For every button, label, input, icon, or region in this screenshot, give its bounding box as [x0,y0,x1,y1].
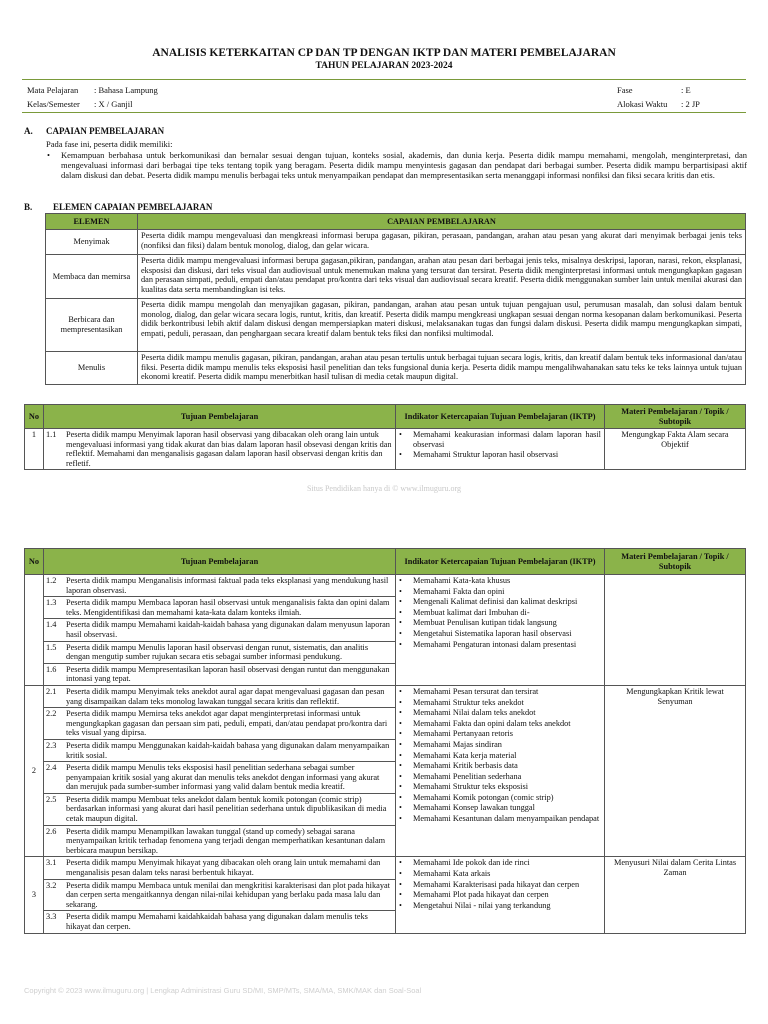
list-item: • Memahami Majas sindiran [399,739,502,749]
tp-header: Tujuan Pembelajaran [44,549,396,575]
materi-cell: Menyusuri Nilai dalam Cerita Lintas Zaman [605,857,746,933]
tp-header: Tujuan Pembelajaran [44,405,396,429]
table-row [46,230,746,255]
bullet-icon: • [399,430,402,439]
table-row [46,299,746,352]
list-item: • Memahami Pengaturan intonasi dalam presentasi [399,639,577,649]
iktp-cell [396,857,605,933]
elemen-cell: Menulis [46,352,138,385]
row-number: 2 [25,685,44,857]
elemen-header: ELEMEN [46,214,138,230]
no-header: No [25,405,44,429]
tp-table-2 [24,548,746,934]
list-item: • Memahami Kata-kata khusus [399,576,511,585]
materi-cell [605,575,746,686]
section-a-intro: Pada fase ini, peserta didik memiliki: [46,139,173,149]
tp-cell [44,429,396,470]
fase-value: : E [681,85,691,95]
tp-text: Peserta didik mampu Memahami kaidahkaidah bahasa yang digunakan dalam menulis teks hikayat dan cerpen. [66,912,368,931]
tp-cell: 1.2 Peserta didik mampu Menganalisis informasi faktual pada teks eksplanasi yang mendukung hasil laporan observasi. 1.3 Peserta didik mampu Membaca laporan hasil observasi untuk menganalisis fakta dan opini dalam teks. Mengidentifikasi dan memahami kata-kata dalam konteks ilmiah. 1.4 Peserta didik mampu Memahami kaidah-kaidah bahasa yang digunakan dalam menyusun laporan hasil observasi. 1.5 Peserta didik mampu Menulis laporan hasil observasi dengan runut, sistematis, dan analitis dengan mengutip sumber rujukan secara etis sebagai sumber informasi pendukung. 1.6 Peserta didik mampu Mempresentasikan laporan hasil observasi dengan runtut dan menggunakan intonasi yang tepat. [44,575,396,686]
cp-cell: Peserta didik mampu mengevaluasi informasi berupa gagasan,pikiran, pandangan, arahan atau pesan dari berbagai jenis teks, misalnya deskripsi, laporan, narasi, rekon, eksplanasi, eksposisi dan diskusi, dari teks visual dan audiovisual untuk menemukan makna yang tersurat dan tersirat. Peserta didik menginterpretasi informasi untuk mengungkapkan gagasan dan perasaan simpati, peduli, empati dan/atau pendapat pro/kontra dari teks visual dan audiovisual secara kreatif. Peserta didik menggunakan sumber lain untuk menilai akurasi dan kualitas data serta membandingkan isi teks. [138,255,746,299]
tp-text: Peserta didik mampu Membaca laporan hasil observasi untuk menganalisis fakta dan opini dalam teks. Mengidentifikasi dan memahami kata-kata dalam konteks ilmiah. [66,598,390,617]
document-title: ANALISIS KETERKAITAN CP DAN TP DENGAN IKTP DAN MATERI PEMBELAJARAN [152,47,616,59]
mapel-label: Mata Pelajaran [27,85,79,95]
row-number [25,575,44,686]
table-row [25,685,746,857]
mapel-value: : Bahasa Lampung [94,85,158,95]
list-item: • Memahami Penelitian sederhana [399,771,522,781]
kelas-value: : X / Ganjil [94,99,133,109]
iktp-header: Indikator Ketercapaian Tujuan Pembelajaran (IKTP) [396,405,605,429]
tp-number: 1.1 [46,430,57,439]
materi-cell: Mengungkapkan Kritik lewat Senyuman [605,685,746,857]
document-subtitle: TAHUN PELAJARAN 2023-2024 [315,61,453,71]
list-item: • Memahami Kritik berbasis data [399,761,518,771]
list-item: • Memahami Fakta dan opini [399,586,505,596]
tp-text: Peserta didik mampu Menggunakan kaidah-kaidah bahasa yang digunakan dalam menyampaikan kritik sosial. [66,740,390,760]
divider-bottom [22,112,746,113]
tp-text: Peserta didik mampu Menyimak laporan hasil observasi yang dibacakan oleh orang lain untuk mengevaluasi informasi yang tidak akurat dan bias dalam laporan hasil obsevasi dengan kritis dan reflektif. Memahami dan menganalisis gagasan dalam laporan hasil observasi dengan kritis dan refletif. [66,430,392,468]
materi-header: Materi Pembelajaran / Topik / Subtopik [605,405,746,429]
tp-text: Peserta didik mampu Menyimak hikayat yang dibacakan oleh orang lain untuk memahami dan menganalisis pesan dalam teks narasi berbentuk hikayat. [66,858,381,878]
footer-text: Copyright © 2023 www.ilmuguru.org | Lengkap Administrasi Guru SD/MI, SMP/MTs, SMA/MA, SMK/MAK dan Soal-Soal [24,986,422,995]
materi-header: Materi Pembelajaran / Topik / Subtopik [605,549,746,575]
list-item: • Memahami Ide pokok dan ide rinci [399,858,530,868]
elemen-cell: Membaca dan memirsa [46,255,138,299]
list-item: • Memahami Pertanyaan retoris [399,729,513,739]
watermark: Situs Pendidikan hanya di © www.ilmuguru.org [306,484,462,493]
tp-text: Peserta didik mampu Menganalisis informasi faktual pada teks eksplanasi yang mendukung hasil laporan observasi. [66,576,389,595]
kelas-label: Kelas/Semester [27,99,80,109]
list-item: • Mengetahui Nilai - nilai yang terkandung [399,900,551,910]
list-item: • Mengenali Kalimat definisi dan kalimat deskripsi [399,597,578,607]
list-item: • Memahami keakurasian informasi dalam laporan hasil observasi [399,430,601,449]
bullet-icon: • [47,150,50,160]
materi-cell: Mengungkap Fakta Alam secara Objektif [605,429,746,470]
no-header: No [25,549,44,575]
table-row [46,352,746,385]
tp-text: Peserta didik mampu Mempresentasikan laporan hasil observasi dengan runtut dan menggunakan intonasi yang tepat. [66,664,390,684]
elemen-cell: Menyimak [46,230,138,255]
list-item: • Memahami Kesantunan dalam menyampaikan pendapat [399,814,600,824]
row-number: 3 [25,857,44,933]
elemen-cell: Berbicara dan mempresentasikan [46,299,138,352]
list-item: • Memahami Konsep lawakan tunggal [399,803,535,813]
tp-text: Peserta didik mampu Menyimak teks anekdot aural agar dapat mengevaluasi gagasan dan pesan yang disampaikan dalam teks monolog lawakan tunggal secara kritis dan reflektif. [66,686,385,706]
table-row [25,857,746,933]
list-item: • Memahami Kata arkais [399,869,491,879]
iktp-cell [396,685,605,857]
divider-top [22,79,746,80]
table-row [46,255,746,299]
list-item: • Memahami Plot pada hikayat dan cerpen [399,890,549,900]
list-item: • Memahami Karakterisasi pada hikayat dan cerpen [399,879,580,889]
cp-cell: Peserta didik mampu menulis gagasan, pikiran, pandangan, arahan atau pesan tertulis untuk berbagai tujuan secara logis, kritis, dan kreatif dalam bentuk teks informasional dan/atau fiksi. Peserta didik mampu menulis teks eksposisi hasil penelitian dan teks fungsional dunia kerja. Peserta didik mampu mengalihwahanakan satu teks ke teks lainnya untuk tujuan ekonomi kreatif. Peserta didik mampu menerbitkan hasil tulisan di media cetak maupun digital. [138,352,746,385]
alokasi-label: Alokasi Waktu [617,99,668,109]
iktp-header: Indikator Ketercapaian Tujuan Pembelajaran (IKTP) [396,549,605,575]
tp-item [44,429,395,469]
iktp-cell [396,575,605,686]
list-item: • Membuat Penulisan kutipan tidak langsung [399,618,557,628]
list-item: • Memahami Nilai dalam teks anekdot [399,708,536,718]
list-item: • Memahami Struktur laporan hasil observasi [399,450,559,460]
section-a-bullet-text: Kemampuan berbahasa untuk berkomunikasi dan bernalar sesuai dengan tujuan, konteks sosial, akademis, dan dunia kerja. Peserta didik mampu memahami, mengolah, menginterpretasi, dan mengevaluasi informasi dari berbagai tipe teks tentang topik yang beragam. Peserta didik mampu menyintesis gagasan dan pendapat dari berbagai sumber. Peserta didik mampu berpartisipasi aktif dalam diskusi dan debat. Peserta didik mampu menulis berbagai teks untuk menyampaikan pendapat dan mempresentasikan serta menanggapi informasi nonfiksi dan fiksi secara kritis dan etis. [61,150,747,180]
section-a-bullet [47,150,747,180]
bullet-icon: • [399,450,402,460]
section-a-title: CAPAIAN PEMBELAJARAN [46,126,165,136]
table-row [25,429,746,470]
list-item: • Memahami Pesan tersurat dan tersirat [399,686,539,696]
section-b-number: B. [24,202,33,212]
row-number: 1 [25,429,44,470]
alokasi-value: : 2 JP [681,99,700,109]
list-item: • Memahami Fakta dan opini dalam teks anekdot [399,718,571,728]
table-row [25,575,746,686]
tp-text: Peserta didik mampu Membaca untuk menilai dan mengkritisi karakterisasi dan plot pada hikayat dan cerpen serta mengaitkannya dengan nilai-nilai kehidupan yang berlaku pada masa lalu dan sekarang. [66,880,390,909]
list-item: • Memahami Struktur teks anekdot [399,697,524,707]
section-a-number: A. [24,126,33,136]
tp-text: Peserta didik mampu Memahami kaidah-kaidah bahasa yang digunakan dalam menyusun laporan hasil observasi. [66,620,390,639]
list-item: • Memahami Kata kerja material [399,750,517,760]
fase-label: Fase [617,85,633,95]
tp-text: Peserta didik mampu Menulis laporan hasil observasi dengan runut, sistematis, dan analitis dengan mengutip sumber rujukan secara etis sebagai sumber informasi pendukung. [66,642,369,662]
section-b-title: ELEMEN CAPAIAN PEMBELAJARAN [53,202,213,212]
elemen-cp-table [45,213,746,385]
list-item: • Mengetahui Sistematika laporan hasil observasi [399,628,572,638]
tp-table-1 [24,404,746,470]
cp-cell: Peserta didik mampu mengevaluasi dan mengkreasi informasi berupa gagasan, pikiran, perasaan, pandangan, arahan atau pesan yang akurat dari menyimak berbagai jenis teks (nonfiksi dan fiksi) dalam bentuk monolog, dialog, dan gelar wicara. [138,230,746,255]
tp-text: Peserta didik mampu Memirsa teks anekdot agar dapat menginterpretasi informasi untuk mengungkapkan gagasan dan persaan sim pati, peduli, empati, dan/atau pendapat pro/kontra dari teks visual yang dipirsa. [66,709,388,738]
list-item: • Memahami Komik potongan (comic strip) [399,792,554,802]
list-item: • Memahami Struktur teks eksposisi [399,782,528,792]
tp-cell: 2.1 Peserta didik mampu Menyimak teks anekdot aural agar dapat mengevaluasi gagasan dan pesan yang disampaikan dalam teks monolog lawakan tunggal secara kritis dan reflektif. 2.2 Peserta didik mampu Memirsa teks anekdot agar dapat menginterpretasi informasi untuk mengungkapkan gagasan dan persaan sim pati, peduli, empati, dan/atau pendapat pro/kontra dari teks visual yang dipirsa. 2.3 Peserta didik mampu Menggunakan kaidah-kaidah bahasa yang digunakan dalam menyampaikan kritik sosial. 2.4 Peserta didik mampu Menulis teks eksposisi hasil penelitian sederhana sebagai sumber penyampaian kritik sosial yang akurat dan menulis teks anekdot dengan informasi yang akurat dan merujuk pada sumber-sumber informasi yang valid dalam bentuk media kreatif. 2.5 Peserta didik mampu Membuat teks anekdot dalam bentuk komik potongan (comic strip) berdasarkan informasi yang akurat dari hasil penelitian sederhana untuk dipublikasikan di media cetak maupun digital. 2.6 Peserta didik mampu Menampilkan lawakan tunggal (stand up comedy) sebagai sarana menyampaikan kritik terhadap fenomena yang terjadi dengan memperhatikan kesantunan dalam berbicara maupun bersikap. [44,685,396,857]
iktp-cell [396,429,605,470]
tp-text: Peserta didik mampu Menulis teks eksposisi hasil penelitian sederhana sebagai sumber penyampaian kritik sosial yang akurat dan menulis teks anekdot dengan informasi yang akurat dan merujuk pada sumber-sumber informasi yang valid dalam bentuk media kreatif. [66,763,380,792]
tp-text: Peserta didik mampu Menampilkan lawakan tunggal (stand up comedy) sebagai sarana menyampaikan kritik terhadap fenomena yang terjadi dengan memperhatikan kesantunan dalam berbicara maupun bersikap. [66,826,386,855]
list-item: • Membuat kalimat dari Imbuhan di- [399,607,530,617]
tp-cell: 3.1 Peserta didik mampu Menyimak hikayat yang dibacakan oleh orang lain untuk memahami dan menganalisis pesan dalam teks narasi berbentuk hikayat. 3.2 Peserta didik mampu Membaca untuk menilai dan mengkritisi karakterisasi dan plot pada hikayat dan cerpen serta mengaitkannya dengan nilai-nilai kehidupan yang berlaku pada masa lalu dan sekarang. 3.3 Peserta didik mampu Memahami kaidahkaidah bahasa yang digunakan dalam menulis teks hikayat dan cerpen. [44,857,396,933]
cp-header: CAPAIAN PEMBELAJARAN [138,214,746,230]
cp-cell: Peserta didik mampu mengolah dan menyajikan gagasan, pikiran, pandangan, arahan atau pesan untuk tujuan pengajuan usul, perumusan masalah, dan solusi dalam bentuk monolog, dialog, dan gelar wicara secara logis, runtut, kritis, dan kreatif. Peserta didik mampu mengkreasi ungkapan sesuai dengan norma kesopanan dalam berkomunikasi. Peserta didik berkontribusi lebih aktif dalam diskusi dengan mempersiapkan materi diskusi, melaksanakan tugas dan fungsi dalam diskusi. Peserta didik mampu mengungkapkan simpati, empati, peduli, perasaan, dan penghargaan secara kreatif dalam bentuk teks fiksi dan nonfiksi multimodal. [138,299,746,352]
tp-text: Peserta didik mampu Membuat teks anekdot dalam bentuk komik potongan (comic strip) berdasarkan informasi yang akurat dari hasil penelitian sederhana untuk dipublikasikan di media cetak maupun digital. [66,794,387,824]
